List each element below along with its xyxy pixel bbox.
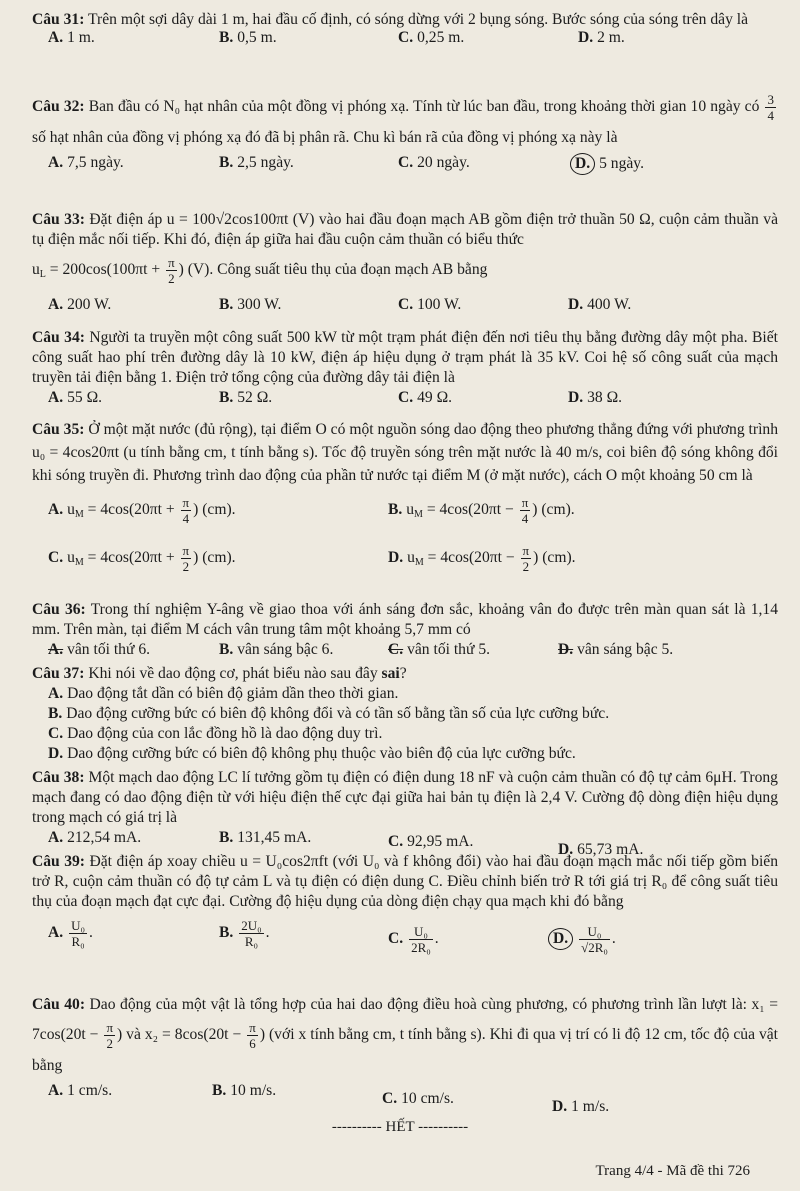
- option-c[interactable]: C. $\frac{\text{U₀}}{\text{2R₀}}$ .: [388, 924, 439, 955]
- question-37-stem: Câu 37: Khi nói về dao động cơ, phát biểu nào sau đây sai?: [32, 665, 407, 682]
- option-b[interactable]: B. 10 m/s.: [212, 1082, 277, 1099]
- question-35-options-row2: [32, 543, 778, 587]
- answer-circle-mark: D.: [570, 153, 595, 175]
- question-32-stem: Câu 32: Ban đầu có N₀ hạt nhân của một đồng vị phóng xạ. Tính từ lúc ban đầu, trong khoảng thời gian 10 ngày có $\frac{3}{4}$ số hạt nhân của đồng vị phóng xạ đó đã bị phân rã. Chu kì bán rã của đồng vị phóng xạ này là: [32, 92, 774, 146]
- question-31-options: [32, 28, 778, 50]
- option-d[interactable]: D. 38 Ω.: [568, 389, 623, 406]
- question-38-stem: Câu 38: Một mạch dao động LC lí tưởng gồm tụ điện có điện dung 18 nF và cuộn cảm thuần có độ tự cảm 6μH. Trong mạch đang có dao động điện từ với hiệu điện thế cực đại giữa hai bản tụ điện là 2,4 V. Cường độ dòng điện hiệu dụng trong mạch có giá trị là: [32, 769, 778, 826]
- option-b[interactable]: B. 300 W.: [219, 296, 282, 313]
- option-c[interactable]: C. 0,25 m.: [398, 29, 465, 46]
- question-34-options: [32, 388, 778, 410]
- option-b[interactable]: B. Dao động cưỡng bức có biên độ không đổi và có tần số bằng tần số của lực cưỡng bức.: [48, 705, 610, 722]
- option-d-circled[interactable]: D. $\frac{\text{U₀}}{\text{√2R₀}}$ .: [548, 924, 616, 955]
- option-b[interactable]: B. vân sáng bậc 6.: [219, 641, 334, 658]
- question-32-options: [32, 153, 778, 175]
- question-33: [32, 210, 778, 317]
- question-37: [32, 664, 778, 764]
- option-a[interactable]: A. $u_M = 4\cos(20\pi t$ + $\frac{\pi}{4}$ ) (cm).: [48, 495, 236, 526]
- option-b[interactable]: B. 131,45 mA.: [219, 829, 312, 846]
- option-c[interactable]: C. 49 Ω.: [398, 389, 453, 406]
- question-39: [32, 852, 778, 962]
- option-a[interactable]: A. 55 Ω.: [48, 389, 103, 406]
- option-a[interactable]: A. 1 m.: [48, 29, 95, 46]
- question-38: [32, 768, 778, 858]
- question-35-stem: Câu 35: Ở một mặt nước (đủ rộng), tại điểm O có một nguồn sóng dao động theo phương thẳng đứng với phương trình u₀ = 4cos20πt (u tính bằng cm, t tính bằng s). Tốc độ truyền sóng trên mặt nước là 40 m/s, coi biên độ sóng không đổi khi sóng truyền đi. Phương trình dao động của phần tử nước tại điểm M (ở mặt nước), cách O một khoảng 50 cm là: [32, 421, 779, 484]
- question-34-stem: Câu 34: Người ta truyền một công suất 500 kW từ một trạm phát điện đến nơi tiêu thụ bằng đường dây một pha. Biết công suất hao phí trên đường dây là 10 kW, điện áp hiệu dụng ở trạm phát là 35 kV. Coi hệ số công suất của mạch truyền tải điện bằng 1. Điện trở tổng cộng của đường dây tải điện là: [32, 329, 778, 386]
- question-33-expression: $u_L = 200\cos(100\pi t$ + $\frac{\pi}{2}$ ) (V). Công suất tiêu thụ của đoạn mạch AB bằng: [32, 254, 488, 286]
- option-d[interactable]: D. 65,73 mA.: [558, 841, 644, 858]
- option-d[interactable]: D. 1 m/s.: [552, 1098, 610, 1115]
- question-37-options: [32, 684, 778, 764]
- option-a[interactable]: A. 212,54 mA.: [48, 829, 142, 846]
- question-39-options: [32, 918, 778, 962]
- option-a[interactable]: A. 1 cm/s.: [48, 1082, 113, 1099]
- question-31-stem: Câu 31: Trên một sợi dây dài 1 m, hai đầu cố định, có sóng dừng với 2 bụng sóng. Bước sóng của sóng trên dây là: [32, 11, 749, 28]
- option-c[interactable]: C. 92,95 mA.: [388, 833, 474, 850]
- option-d[interactable]: D. vân sáng bậc 5.: [558, 641, 674, 658]
- end-marker: ---------- HẾT ----------: [331, 1119, 469, 1135]
- answer-circle-mark: D.: [548, 928, 573, 950]
- question-36-options: [32, 640, 778, 662]
- option-b[interactable]: B. $\frac{\text{2U₀}}{\text{R₀}}$ .: [219, 918, 270, 949]
- question-33-stem: Câu 33: Đặt điện áp u = 100√2cos100πt (V) vào hai đầu đoạn mạch AB gồm điện trở thuần 50 Ω, cuộn cảm thuần và tụ điện mắc nối tiếp. Khi đó, điện áp giữa hai đầu cuộn cảm thuần có biểu thức: [32, 211, 778, 248]
- option-d[interactable]: D. $u_M = 4\cos(20\pi t$ − $\frac{\pi}{2}$ ) (cm).: [388, 543, 576, 574]
- question-31: [32, 10, 778, 50]
- fraction-3-4: $\frac{3}{4}$: [767, 92, 774, 123]
- question-36: [32, 600, 778, 662]
- question-34: [32, 328, 778, 410]
- question-32: [32, 92, 778, 175]
- option-a[interactable]: A. 200 W.: [48, 296, 112, 313]
- question-40-options: [32, 1081, 778, 1115]
- option-a[interactable]: A. $\frac{\text{U₀}}{\text{R₀}}$ .: [48, 918, 93, 949]
- option-c[interactable]: C. 100 W.: [398, 296, 462, 313]
- option-b[interactable]: B. $u_M = 4\cos(20\pi t$ − $\frac{\pi}{4}$ ) (cm).: [388, 495, 575, 526]
- option-c[interactable]: C. Dao động của con lắc đồng hồ là dao động duy trì.: [48, 725, 383, 742]
- option-c[interactable]: C. vân tối thứ 5.: [388, 641, 491, 658]
- question-35: [32, 418, 778, 587]
- option-a[interactable]: A. Dao động tắt dần có biên độ giảm dần theo thời gian.: [48, 685, 399, 702]
- option-c[interactable]: C. 10 cm/s.: [382, 1090, 454, 1107]
- question-39-stem: Câu 39: Đặt điện áp xoay chiều u = U₀cos2πft (với U₀ và f không đổi) vào hai đầu đoạn mạch mắc nối tiếp gồm biến trở R, cuộn cảm thuần có độ tự cảm L và tụ điện có điện dung C. Điều chỉnh biến trở R tới giá trị R₀ để công suất tiêu thụ của đoạn mạch đạt cực đại. Cường độ hiệu dụng của dòng điện chạy qua mạch khi đó bằng: [32, 853, 779, 910]
- option-a[interactable]: A. vân tối thứ 6.: [48, 641, 151, 658]
- question-36-stem: Câu 36: Trong thí nghiệm Y-âng về giao thoa với ánh sáng đơn sắc, khoảng vân đo được trên màn quan sát là 1,14 mm. Trên màn, tại điểm M cách vân trung tâm một khoảng 5,7 mm có: [32, 601, 779, 638]
- option-d[interactable]: D. 400 W.: [568, 296, 632, 313]
- question-40: [32, 990, 779, 1115]
- question-40-stem: Câu 40: Dao động của một vật là tổng hợp của hai dao động điều hoà cùng phương, có phương trình lần lượt là: x₁ = 7cos(20t − $\frac{\pi}{2}$ ) và x₂ = 8cos(20t − $\frac{\pi}{6}$ ) (với x tính bằng cm, t tính bằng s). Khi đi qua vị trí có li độ 12 cm, tốc độ của vật bằng: [32, 996, 779, 1074]
- question-35-options-row1: [32, 495, 778, 539]
- fraction-pi-2: $\frac{\pi}{2}$: [168, 254, 175, 286]
- option-d[interactable]: D. 2 m.: [578, 29, 625, 46]
- page-footer: Trang 4/4 - Mã đề thi 726: [595, 1163, 750, 1179]
- option-d-circled[interactable]: D. 5 ngày.: [570, 153, 644, 175]
- option-c[interactable]: C. $u_M = 4\cos(20\pi t$ + $\frac{\pi}{2}$ ) (cm).: [48, 543, 236, 574]
- option-a[interactable]: A. 7,5 ngày.: [48, 154, 124, 171]
- question-33-options: [32, 295, 778, 317]
- question-38-options: [32, 828, 778, 858]
- option-d[interactable]: D. Dao động cưỡng bức có biên độ không phụ thuộc vào biên độ của lực cưỡng bức.: [48, 745, 576, 762]
- option-b[interactable]: B. 2,5 ngày.: [219, 154, 294, 171]
- option-c[interactable]: C. 20 ngày.: [398, 154, 470, 171]
- option-b[interactable]: B. 52 Ω.: [219, 389, 273, 406]
- option-b[interactable]: B. 0,5 m.: [219, 29, 277, 46]
